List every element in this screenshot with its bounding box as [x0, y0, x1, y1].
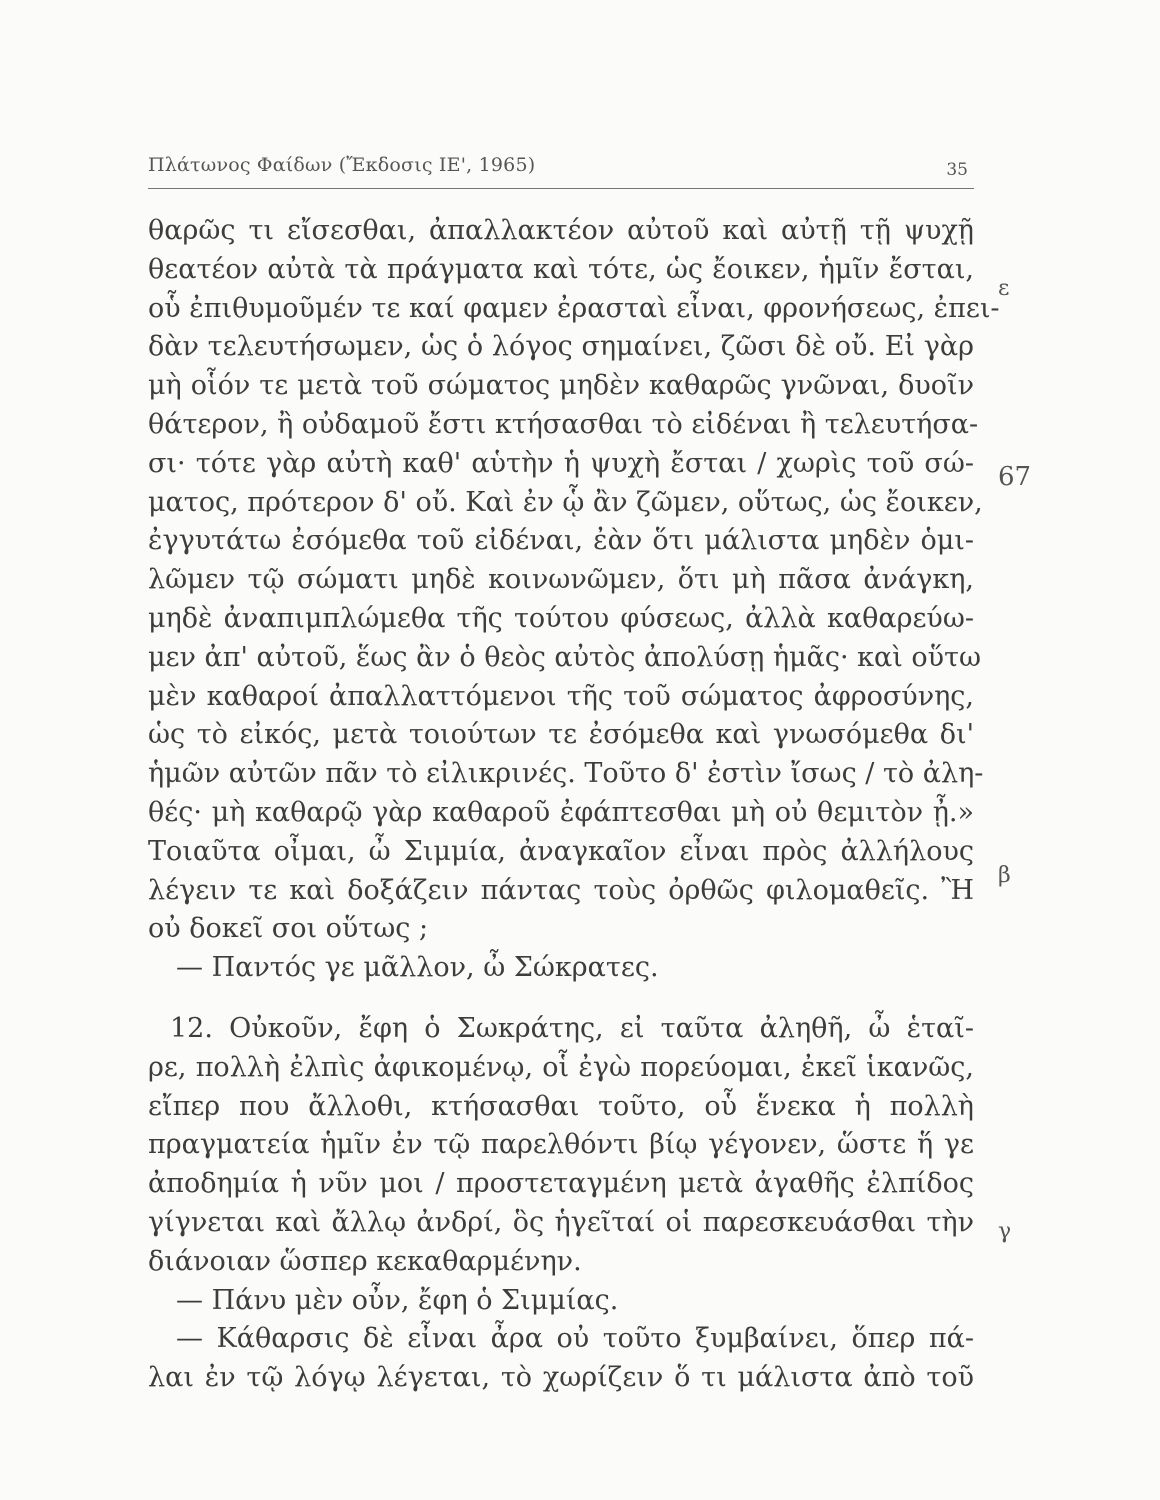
body-text: [148, 212, 1000, 1398]
running-head: [148, 148, 974, 189]
text-line: οὐ δοκεῖ σοι οὕτως ;: [148, 913, 429, 945]
section-start-line: 12. Οὐκοῦν, ἔφη ὁ Σωκράτης, εἰ ταῦτα ἀληθῆ, ὦ ἑταῖ-: [170, 1012, 974, 1044]
text-line: θάτερον, ἢ οὐδαμοῦ ἔστι κτήσασθαι τὸ εἰδέναι ἢ τελευτήσα-: [148, 408, 979, 440]
text-line: ἀποδημία ἡ νῦν μοι / προστεταγμένη μετὰ ἀγαθῆς ἐλπίδος: [148, 1168, 974, 1200]
text-line: ρε, πολλὴ ἐλπὶς ἀφικομένῳ, οἷ ἐγὼ πορεύομαι, ἐκεῖ ἱκανῶς,: [148, 1051, 974, 1083]
running-title: Πλάτωνος Φαίδων (Ἔκδοσις ΙΕ', 1965): [148, 154, 536, 176]
text-line: λῶμεν τῷ σώματι μηδὲ κοινωνῶμεν, ὅτι μὴ πᾶσα ἀνάγκη,: [148, 564, 974, 596]
text-line: λέγειν τε καὶ δοξάζειν πάντας τοὺς ὀρθῶς φιλομαθεῖς. Ἢ: [148, 874, 974, 906]
margin-marker-beta: β: [998, 863, 1011, 888]
text-line: ματος, πρότερον δ' οὔ. Καὶ ἐν ᾧ ἂν ζῶμεν, οὕτως, ὡς ἔοικεν,: [148, 486, 983, 518]
text-line: θές· μὴ καθαρῷ γὰρ καθαροῦ ἐφάπτεσθαι μὴ οὐ θεμιτὸν ᾖ.»: [148, 796, 974, 828]
text-line: Τοιαῦτα οἶμαι, ὦ Σιμμία, ἀναγκαῖον εἶναι πρὸς ἀλλήλους: [148, 835, 974, 867]
margin-marker-epsilon: ε: [998, 276, 1010, 301]
text-line: γίγνεται καὶ ἄλλῳ ἀνδρί, ὃς ἡγεῖταί οἱ παρεσκευάσθαι τὴν: [148, 1206, 974, 1238]
text-line: μὲν καθαροί ἀπαλλαττόμενοι τῆς τοῦ σώματος ἀφροσύνης,: [148, 680, 974, 712]
text-line: θαρῶς τι εἴσεσθαι, ἀπαλλακτέον αὐτοῦ καὶ αὐτῇ τῇ ψυχῇ: [148, 215, 974, 246]
text-line: ἐγγυτάτω ἐσόμεθα τοῦ εἰδέναι, ἐὰν ὅτι μάλιστα μηδὲν ὁμι-: [148, 525, 974, 557]
dialogue-line: — Πάνυ μὲν οὖν, ἔφη ὁ Σιμμίας.: [176, 1284, 619, 1316]
text-line: λαι ἐν τῷ λόγῳ λέγεται, τὸ χωρίζειν ὅ τι μάλιστα ἀπὸ τοῦ: [148, 1362, 974, 1394]
text-line: διάνοιαν ὥσπερ κεκαθαρμένην.: [148, 1245, 582, 1277]
text-line: μεν ἀπ' αὐτοῦ, ἕως ἂν ὁ θεὸς αὐτὸς ἀπολύσῃ ἡμᾶς· καὶ οὕτω: [148, 641, 982, 673]
stephanus-number: 67: [998, 462, 1032, 492]
paragraph-gap: [148, 988, 974, 1010]
margin-marker-gamma: γ: [998, 1219, 1012, 1244]
page-number: 35: [946, 160, 968, 180]
text-line: μὴ οἷόν τε μετὰ τοῦ σώματος μηδὲν καθαρῶς γνῶναι, δυοῖν: [148, 370, 974, 402]
text-line: εἴπερ που ἄλλοθι, κτήσασθαι τοῦτο, οὗ ἕνεκα ἡ πολλὴ: [148, 1090, 974, 1122]
text-line: ἡμῶν αὐτῶν πᾶν τὸ εἰλικρινές. Τοῦτο δ' ἐστὶν ἴσως / τὸ ἀλη-: [148, 758, 984, 790]
dialogue-line: — Κάθαρσις δὲ εἶναι ἆρα οὐ τοῦτο ξυμβαίνει, ὅπερ πά-: [176, 1323, 974, 1355]
text-line: σι· τότε γὰρ αὐτὴ καθ' αὑτὴν ἡ ψυχὴ ἔσται / χωρὶς τοῦ σώ-: [148, 447, 974, 479]
text-line: ὡς τὸ εἰκός, μετὰ τοιούτων τε ἐσόμεθα καὶ γνωσόμεθα δι': [148, 719, 974, 751]
text-line: οὗ ἐπιθυμοῦμέν τε καί φαμεν ἐρασταὶ εἶναι, φρονήσεως, ἐπει-: [148, 292, 1000, 324]
dialogue-line: — Παντός γε μᾶλλον, ὦ Σώκρατες.: [176, 952, 659, 984]
text-line: δὰν τελευτήσωμεν, ὡς ὁ λόγος σημαίνει, ζῶσι δὲ οὔ. Εἰ γὰρ: [148, 331, 974, 363]
text-line: μηδὲ ἀναπιμπλώμεθα τῆς τούτου φύσεως, ἀλλὰ καθαρεύω-: [148, 602, 974, 634]
text-line: πραγματεία ἡμῖν ἐν τῷ παρελθόντι βίῳ γέγονεν, ὥστε ἥ γε: [148, 1129, 974, 1161]
text-line: θεατέον αὐτὰ τὰ πράγματα καὶ τότε, ὡς ἔοικεν, ἡμῖν ἔσται,: [148, 253, 974, 285]
